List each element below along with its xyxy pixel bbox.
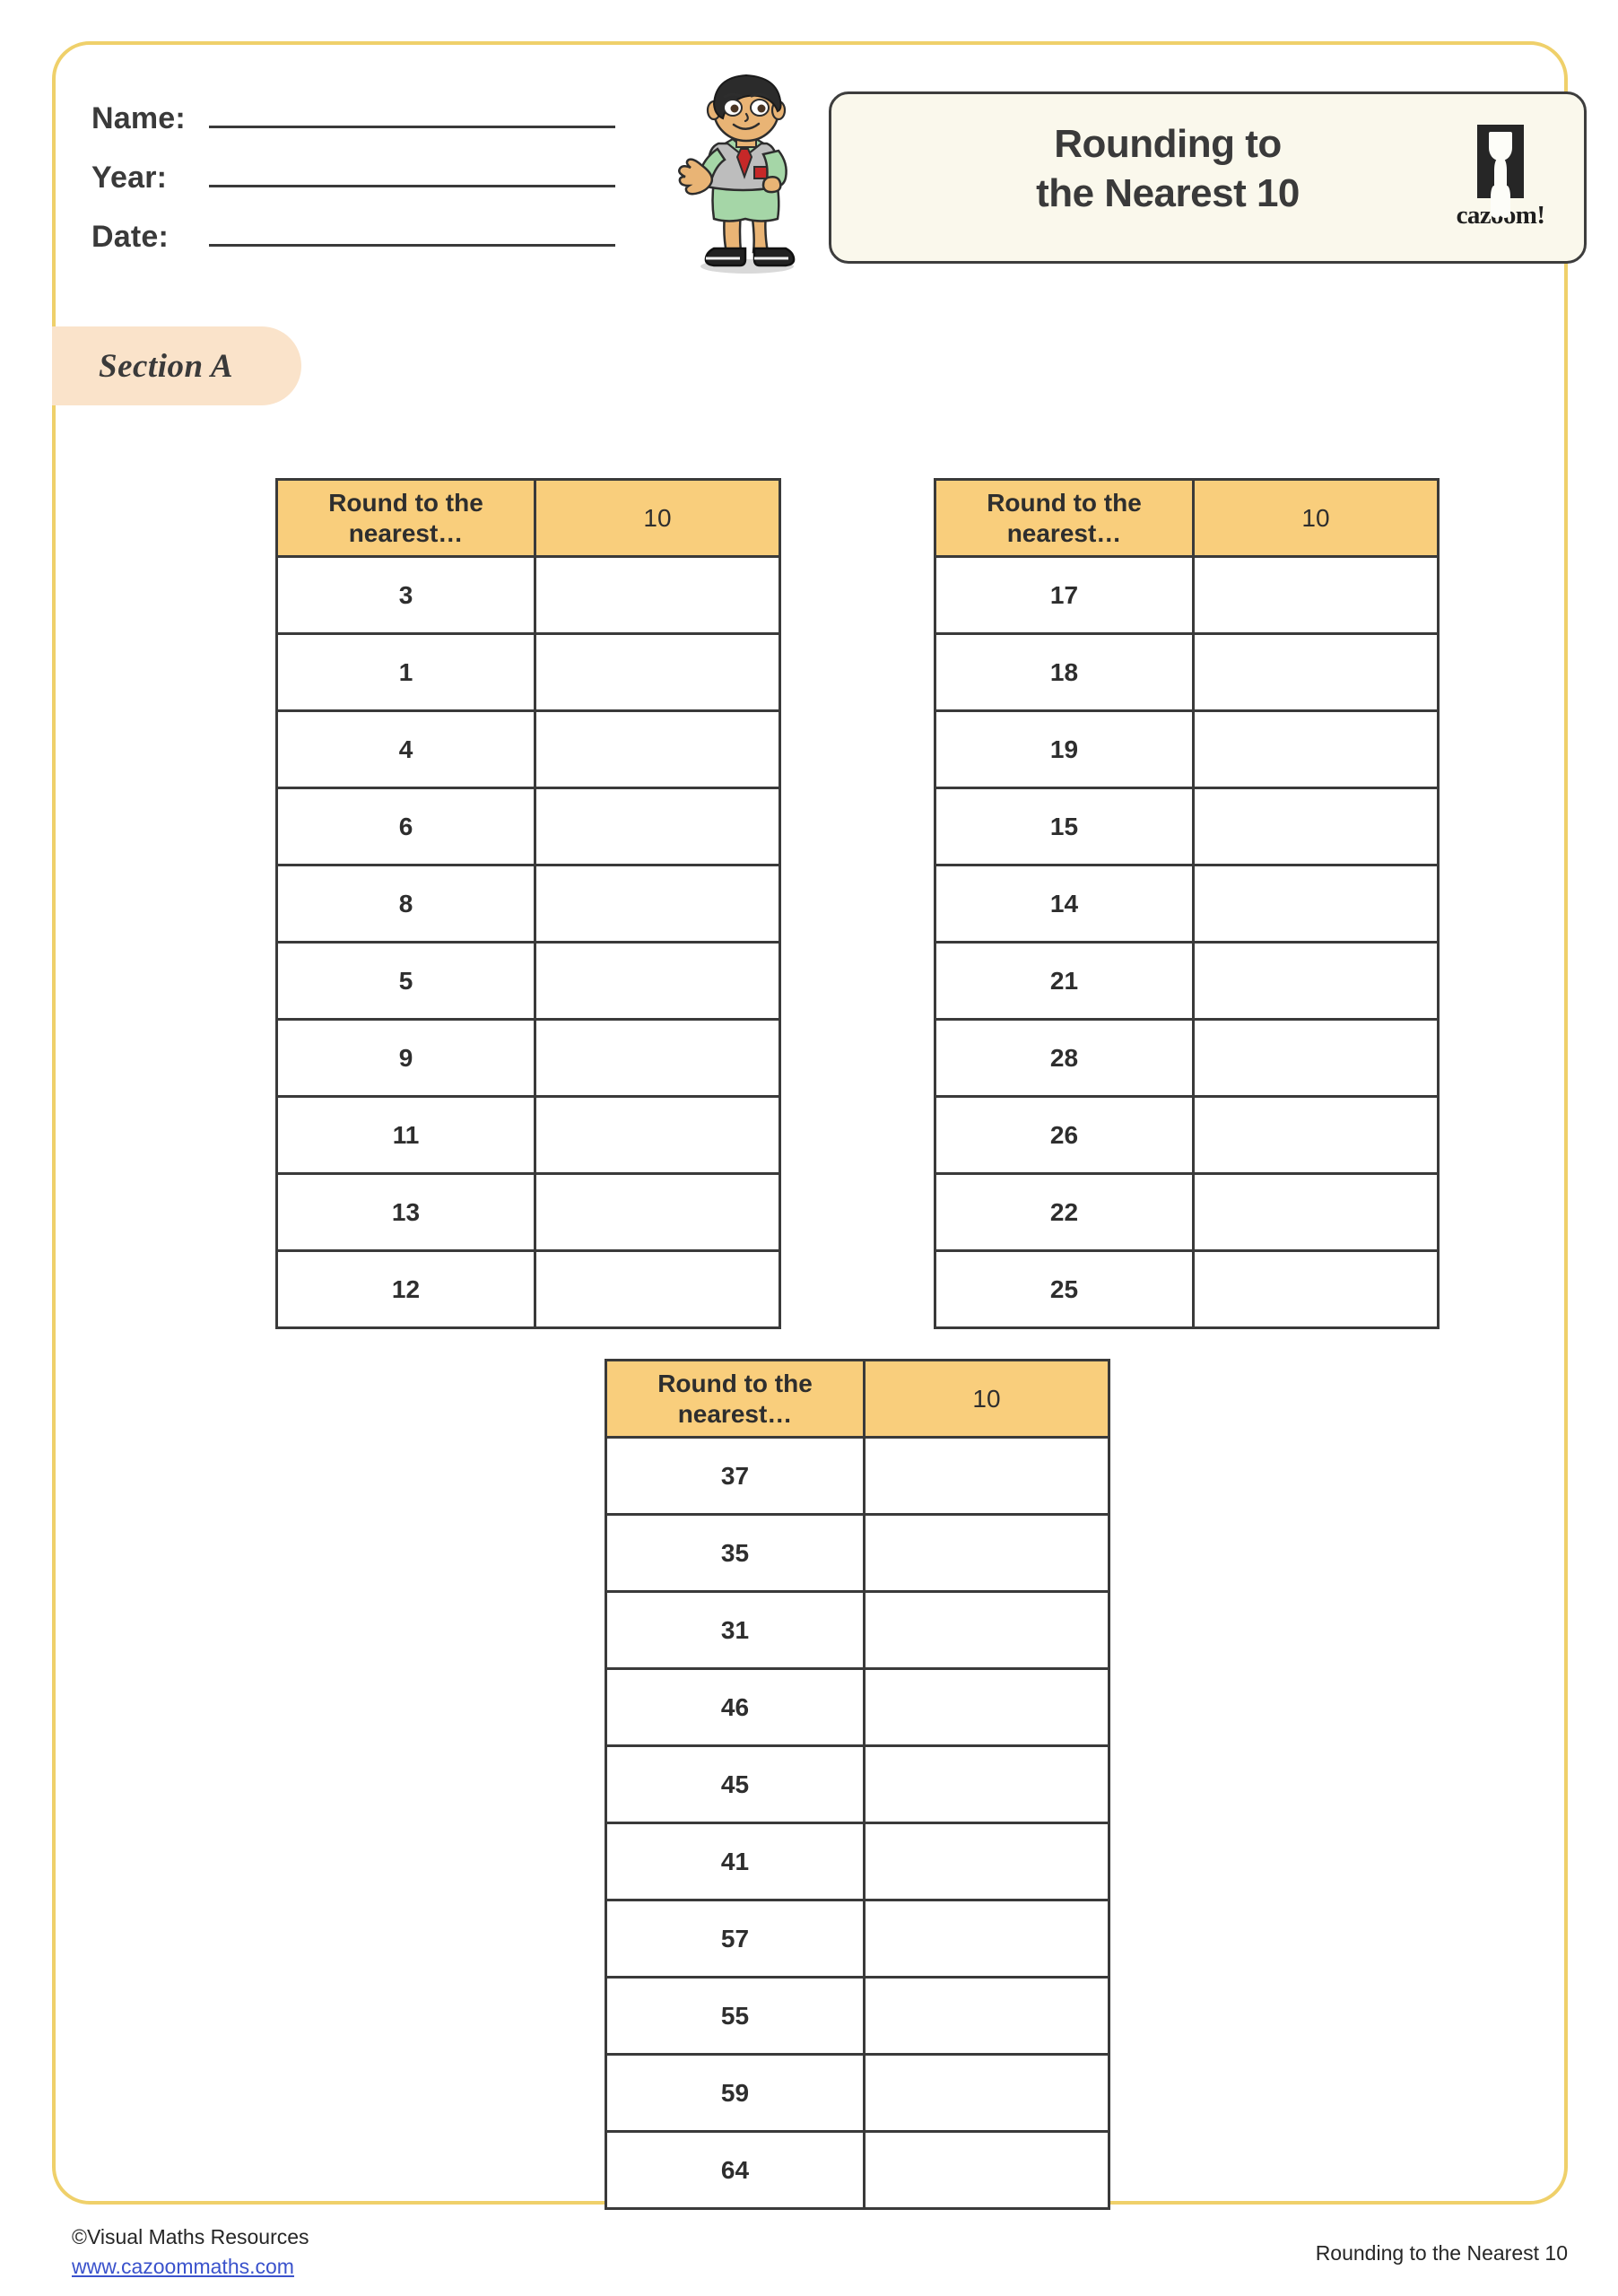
- name-field-label: Name:: [91, 101, 186, 135]
- footer-credits: [72, 2222, 309, 2283]
- answer-cell[interactable]: [865, 1900, 1109, 1978]
- column-header-prompt: Round to the nearest…: [935, 480, 1194, 557]
- number-cell: 18: [935, 634, 1194, 711]
- answer-cell[interactable]: [1194, 1251, 1439, 1328]
- date-field-input[interactable]: [209, 217, 615, 247]
- number-cell: 26: [935, 1097, 1194, 1174]
- number-cell: 6: [277, 788, 535, 865]
- answer-cell[interactable]: [865, 1592, 1109, 1669]
- number-cell: 41: [606, 1823, 865, 1900]
- table-row: [935, 788, 1439, 865]
- table-row: [277, 557, 780, 634]
- number-cell: 19: [935, 711, 1194, 788]
- table-row: [935, 634, 1439, 711]
- table-row: [277, 865, 780, 943]
- page-title-line-2: the Nearest 10: [1036, 171, 1300, 215]
- column-header-prompt: Round to the nearest…: [277, 480, 535, 557]
- column-header-target: 10: [1194, 480, 1439, 557]
- number-cell: 12: [277, 1251, 535, 1328]
- table-row: [606, 1592, 1109, 1669]
- answer-cell[interactable]: [535, 943, 780, 1020]
- column-header-target: 10: [535, 480, 780, 557]
- schoolboy-waving-icon: [662, 68, 823, 274]
- answer-cell[interactable]: [1194, 943, 1439, 1020]
- table-row: [277, 711, 780, 788]
- date-field-label: Date:: [91, 220, 170, 254]
- number-cell: 4: [277, 711, 535, 788]
- number-cell: 46: [606, 1669, 865, 1746]
- number-cell: 25: [935, 1251, 1194, 1328]
- number-cell: 45: [606, 1746, 865, 1823]
- table-row: [277, 634, 780, 711]
- section-badge: [52, 326, 301, 405]
- answer-cell[interactable]: [865, 1978, 1109, 2055]
- table-row: [277, 1020, 780, 1097]
- cazoom-wordmark: cazoom!: [1456, 201, 1545, 230]
- answer-cell[interactable]: [1194, 1097, 1439, 1174]
- table-header-row: [606, 1361, 1109, 1438]
- answer-cell[interactable]: [535, 1020, 780, 1097]
- table-row: [606, 1978, 1109, 2055]
- answer-cell[interactable]: [1194, 1174, 1439, 1251]
- table-row: [277, 1251, 780, 1328]
- answer-cell[interactable]: [865, 1438, 1109, 1515]
- worksheet-header: [56, 45, 1564, 296]
- number-cell: 14: [935, 865, 1194, 943]
- table-row: [277, 1174, 780, 1251]
- name-field-row: [91, 99, 630, 158]
- table-row: [935, 865, 1439, 943]
- answer-cell[interactable]: [535, 1251, 780, 1328]
- page-title: [894, 119, 1441, 218]
- page-footer: [72, 2222, 1568, 2291]
- answer-cell[interactable]: [535, 1097, 780, 1174]
- number-cell: 3: [277, 557, 535, 634]
- rounding-table-2: [934, 478, 1440, 1329]
- answer-cell[interactable]: [865, 1669, 1109, 1746]
- answer-cell[interactable]: [535, 865, 780, 943]
- footer-worksheet-name: Rounding to the Nearest 10: [1315, 2241, 1568, 2265]
- number-cell: 5: [277, 943, 535, 1020]
- answer-cell[interactable]: [535, 788, 780, 865]
- table-row: [277, 788, 780, 865]
- section-badge-label: Section A: [99, 347, 234, 385]
- answer-cell[interactable]: [535, 557, 780, 634]
- number-cell: 1: [277, 634, 535, 711]
- year-field-input[interactable]: [209, 158, 615, 187]
- date-field-row: [91, 217, 630, 276]
- cazoom-logo: [1442, 125, 1559, 237]
- table-body: [935, 557, 1439, 1328]
- number-cell: 64: [606, 2132, 865, 2209]
- table-row: [935, 1020, 1439, 1097]
- table-row: [606, 1746, 1109, 1823]
- title-box: [829, 91, 1587, 264]
- table-row: [606, 1823, 1109, 1900]
- footer-copyright: ©Visual Maths Resources: [72, 2225, 309, 2248]
- year-field-label: Year:: [91, 161, 168, 195]
- answer-cell[interactable]: [865, 1515, 1109, 1592]
- table-row: [606, 1515, 1109, 1592]
- rounding-table-1: [275, 478, 781, 1329]
- answer-cell[interactable]: [535, 1174, 780, 1251]
- number-cell: 37: [606, 1438, 865, 1515]
- rounding-table-3: [605, 1359, 1110, 2210]
- column-header-prompt: Round to the nearest…: [606, 1361, 865, 1438]
- answer-cell[interactable]: [535, 634, 780, 711]
- answer-cell[interactable]: [1194, 711, 1439, 788]
- table-row: [935, 1251, 1439, 1328]
- table-row: [935, 1097, 1439, 1174]
- number-cell: 11: [277, 1097, 535, 1174]
- name-field-input[interactable]: [209, 99, 615, 128]
- column-header-target: 10: [865, 1361, 1109, 1438]
- number-cell: 8: [277, 865, 535, 943]
- table-header-row: [935, 480, 1439, 557]
- answer-cell[interactable]: [865, 2055, 1109, 2132]
- page-title-line-1: Rounding to: [1054, 122, 1282, 166]
- number-cell: 31: [606, 1592, 865, 1669]
- answer-cell[interactable]: [1194, 557, 1439, 634]
- number-cell: 28: [935, 1020, 1194, 1097]
- table-row: [606, 1900, 1109, 1978]
- table-row: [606, 2055, 1109, 2132]
- number-cell: 13: [277, 1174, 535, 1251]
- number-cell: 59: [606, 2055, 865, 2132]
- student-info-fields: [91, 99, 630, 276]
- answer-cell[interactable]: [1194, 1020, 1439, 1097]
- answer-cell[interactable]: [865, 1823, 1109, 1900]
- number-cell: 15: [935, 788, 1194, 865]
- table-row: [935, 1174, 1439, 1251]
- table-row: [277, 1097, 780, 1174]
- table-row: [606, 1438, 1109, 1515]
- number-cell: 35: [606, 1515, 865, 1592]
- answer-cell[interactable]: [1194, 634, 1439, 711]
- table-body: [277, 557, 780, 1328]
- table-row: [935, 557, 1439, 634]
- answer-cell[interactable]: [535, 711, 780, 788]
- table-row: [935, 943, 1439, 1020]
- number-cell: 21: [935, 943, 1194, 1020]
- table-row: [277, 943, 780, 1020]
- answer-cell[interactable]: [865, 2132, 1109, 2209]
- year-field-row: [91, 158, 630, 217]
- table-row: [935, 711, 1439, 788]
- table-row: [606, 1669, 1109, 1746]
- answer-cell[interactable]: [1194, 865, 1439, 943]
- number-cell: 55: [606, 1978, 865, 2055]
- cazoom-goblet-icon: [1477, 125, 1524, 198]
- table-body: [606, 1438, 1109, 2209]
- table-row: [606, 2132, 1109, 2209]
- footer-website-link[interactable]: www.cazoommaths.com: [72, 2255, 294, 2279]
- answer-cell[interactable]: [1194, 788, 1439, 865]
- number-cell: 9: [277, 1020, 535, 1097]
- number-cell: 17: [935, 557, 1194, 634]
- table-header-row: [277, 480, 780, 557]
- number-cell: 22: [935, 1174, 1194, 1251]
- number-cell: 57: [606, 1900, 865, 1978]
- worksheet-page: [52, 41, 1568, 2205]
- answer-cell[interactable]: [865, 1746, 1109, 1823]
